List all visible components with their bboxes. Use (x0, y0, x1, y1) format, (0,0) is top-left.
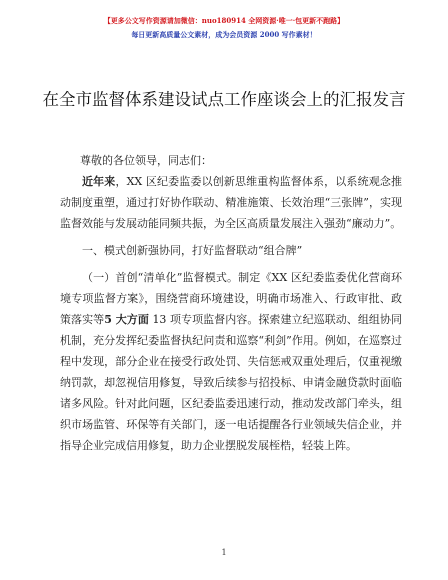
page-number: 1 (221, 548, 227, 557)
subsection-text-a: 制定《XX 区纪委监委优化营商环境专项监督方案》，围绕营商环境建设，明确市场准入、行政审批、政策落实等 (60, 271, 402, 326)
subsection-text-b: 13 项专项监督内容。探索建立纪巡联动、组组协同机制，充分发挥纪委监督执纪问责和巡察“利剑”作用。例如，在巡察过程中发现，部分企业在接受行政处罚、失信惩戒双重处理后，仅重视缴纳罚款，却忽视信用修复，导致后续参与招投标、申请金融贷款时面临诸多风险。针对此问题，区纪委监委迅速行动，推动发改部门牵头，组织市场监管、环保等有关部门，逐一电话提醒各行业领域失信企业，并指导企业完成信用修复，助力企业摆脱发展桎梏，轻装上阵。 (60, 313, 402, 452)
subsection-heading-1: （一）首创“清单化”监督模式。 (82, 271, 239, 284)
intro-text: ，XX 区纪委监委以创新思维重构监督体系，以系统观念推动制度重塑，通过打好协作联动、精准施策、长效治理“三张牌”，实现监督效能与发展动能同频共振，为全区高质量发展注入强劲“廉动力”。 (60, 175, 402, 230)
document-title: 在全市监督体系建设试点工作座谈会上的汇报发言 (42, 90, 406, 109)
intro-lead: 近年来 (82, 175, 116, 188)
subsection-bold-count: 5 大方面 (104, 313, 149, 326)
salutation: 尊敬的各位领导，同志们： (80, 154, 212, 167)
intro-paragraph (60, 171, 402, 234)
promo-banner-line2: 每日更新高质量公文素材，成为会员资源 2000 写作素材！ (131, 30, 317, 39)
document-body (60, 150, 402, 456)
section-heading-1: 一、模式创新强协同，打好监督联动“组合牌” (82, 244, 303, 257)
promo-banner-line1: 【更多公文写作资源请加微信：nuo180914 全网资源·唯一·包更新不跑路】 (103, 16, 345, 25)
subsection-paragraph-1 (60, 267, 402, 456)
